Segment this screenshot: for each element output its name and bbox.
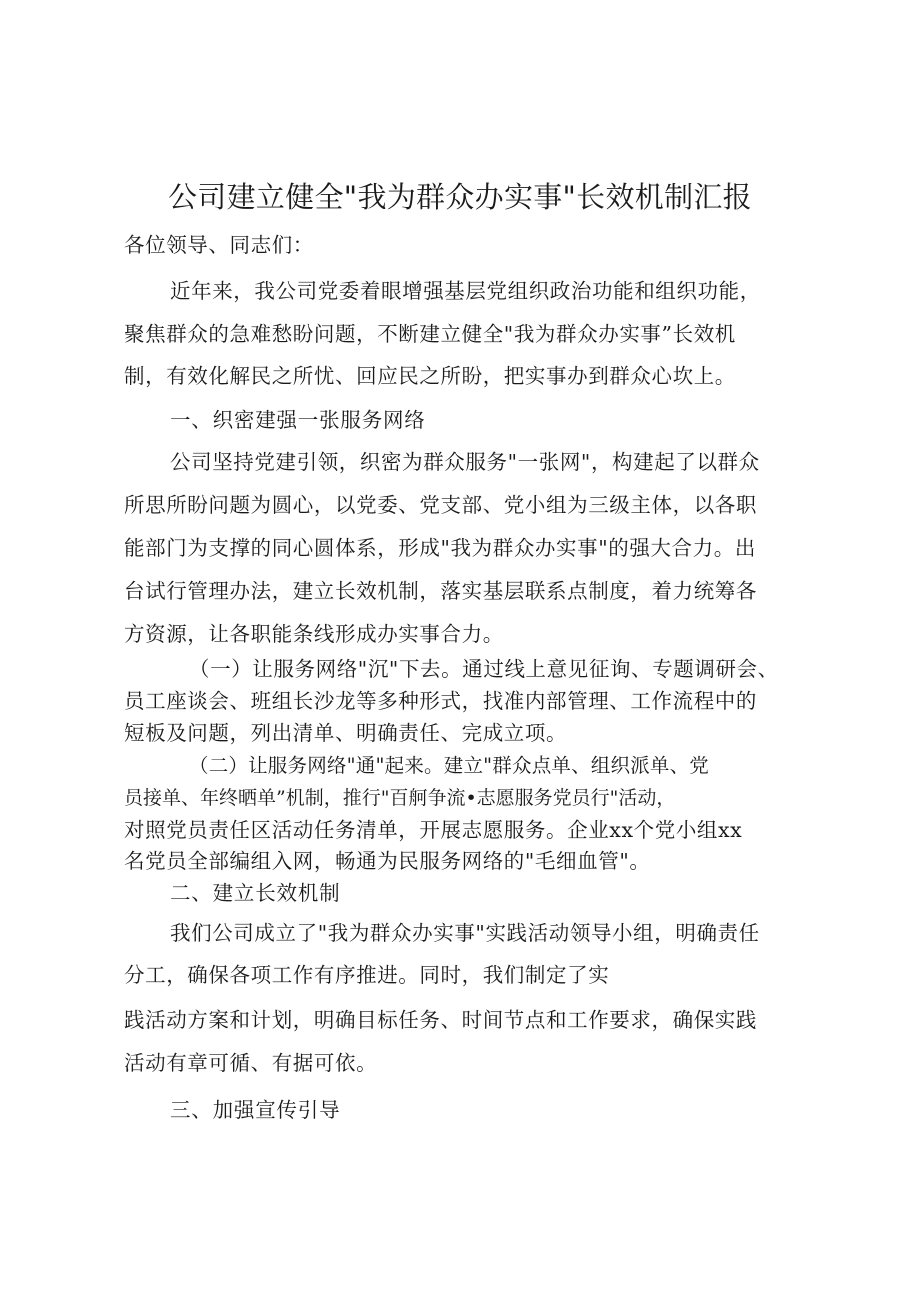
section2-line-2: 分工，确保各项工作有序推进。同时，我们制定了实 <box>124 963 610 987</box>
subsection-1-line-2: 员工座谈会、班组长沙龙等多种形式，找准内部管理、工作流程中的 <box>124 689 757 713</box>
subsection-2-line-3: 对照党员责任区活动任务清单，开展志愿服务。企业xx个党小组xx <box>124 818 743 842</box>
section1-line-2: 所思所盼问题为圆心，以党委、党支部、党小组为三级主体，以各职 <box>124 493 757 517</box>
section-heading-3: 三、加强宣传引导 <box>170 1098 341 1122</box>
section2-line-3: 践活动方案和计划，明确目标任务、时间节点和工作要求，确保实践 <box>124 1008 757 1032</box>
intro-line-2: 聚焦群众的急难愁盼问题，不断建立健全"我为群众办实事”长效机 <box>124 322 736 346</box>
subsection-1-line-3: 短板及问题，列出清单、明确责任、完成立项。 <box>124 721 568 745</box>
section1-line-3: 能部门为支撑的同心圆体系，形成"我为群众办实事"的强大合力。出 <box>124 536 756 560</box>
salutation: 各位领导、同志们： <box>124 233 314 257</box>
subsection-2-line-2: 员接单、年终晒单”机制，推行"百舸争流•志愿服务党员行"活动， <box>124 787 676 809</box>
section-heading-2: 二、建立长效机制 <box>170 881 341 905</box>
subsection-1-line-1: （一）让服务网络"沉"下去。通过线上意见征询、专题调研会、 <box>189 657 779 681</box>
document-title: 公司建立健全"我为群众办实事"长效机制汇报 <box>168 180 752 214</box>
intro-line-1: 近年来，我公司党委着眼增强基层党组织政治功能和组织功能， <box>170 279 761 303</box>
section2-line-1: 我们公司成立了"我为群众办实事"实践活动领导小组，明确责任 <box>170 921 760 945</box>
section1-line-5: 方资源，让各职能条线形成办实事合力。 <box>124 622 504 646</box>
section1-line-4: 台试行管理办法，建立长效机制，落实基层联系点制度，着力统筹各 <box>124 579 757 603</box>
subsection-2-line-4: 名党员全部编组入网，畅通为民服务网络的"毛细血管"。 <box>124 849 651 873</box>
section-heading-1: 一、织密建强一张服务网络 <box>170 408 426 432</box>
subsection-2-line-1: （二）让服务网络"通"起来。建立"群众点单、组织派单、党 <box>189 754 710 777</box>
section1-line-1: 公司坚持党建引领，织密为群众服务"一张网"，构建起了以群众 <box>170 450 760 474</box>
section2-line-4: 活动有章可循、有据可依。 <box>124 1051 378 1075</box>
intro-line-3: 制，有效化解民之所忧、回应民之所盼，把实事办到群众心坎上。 <box>124 364 736 388</box>
